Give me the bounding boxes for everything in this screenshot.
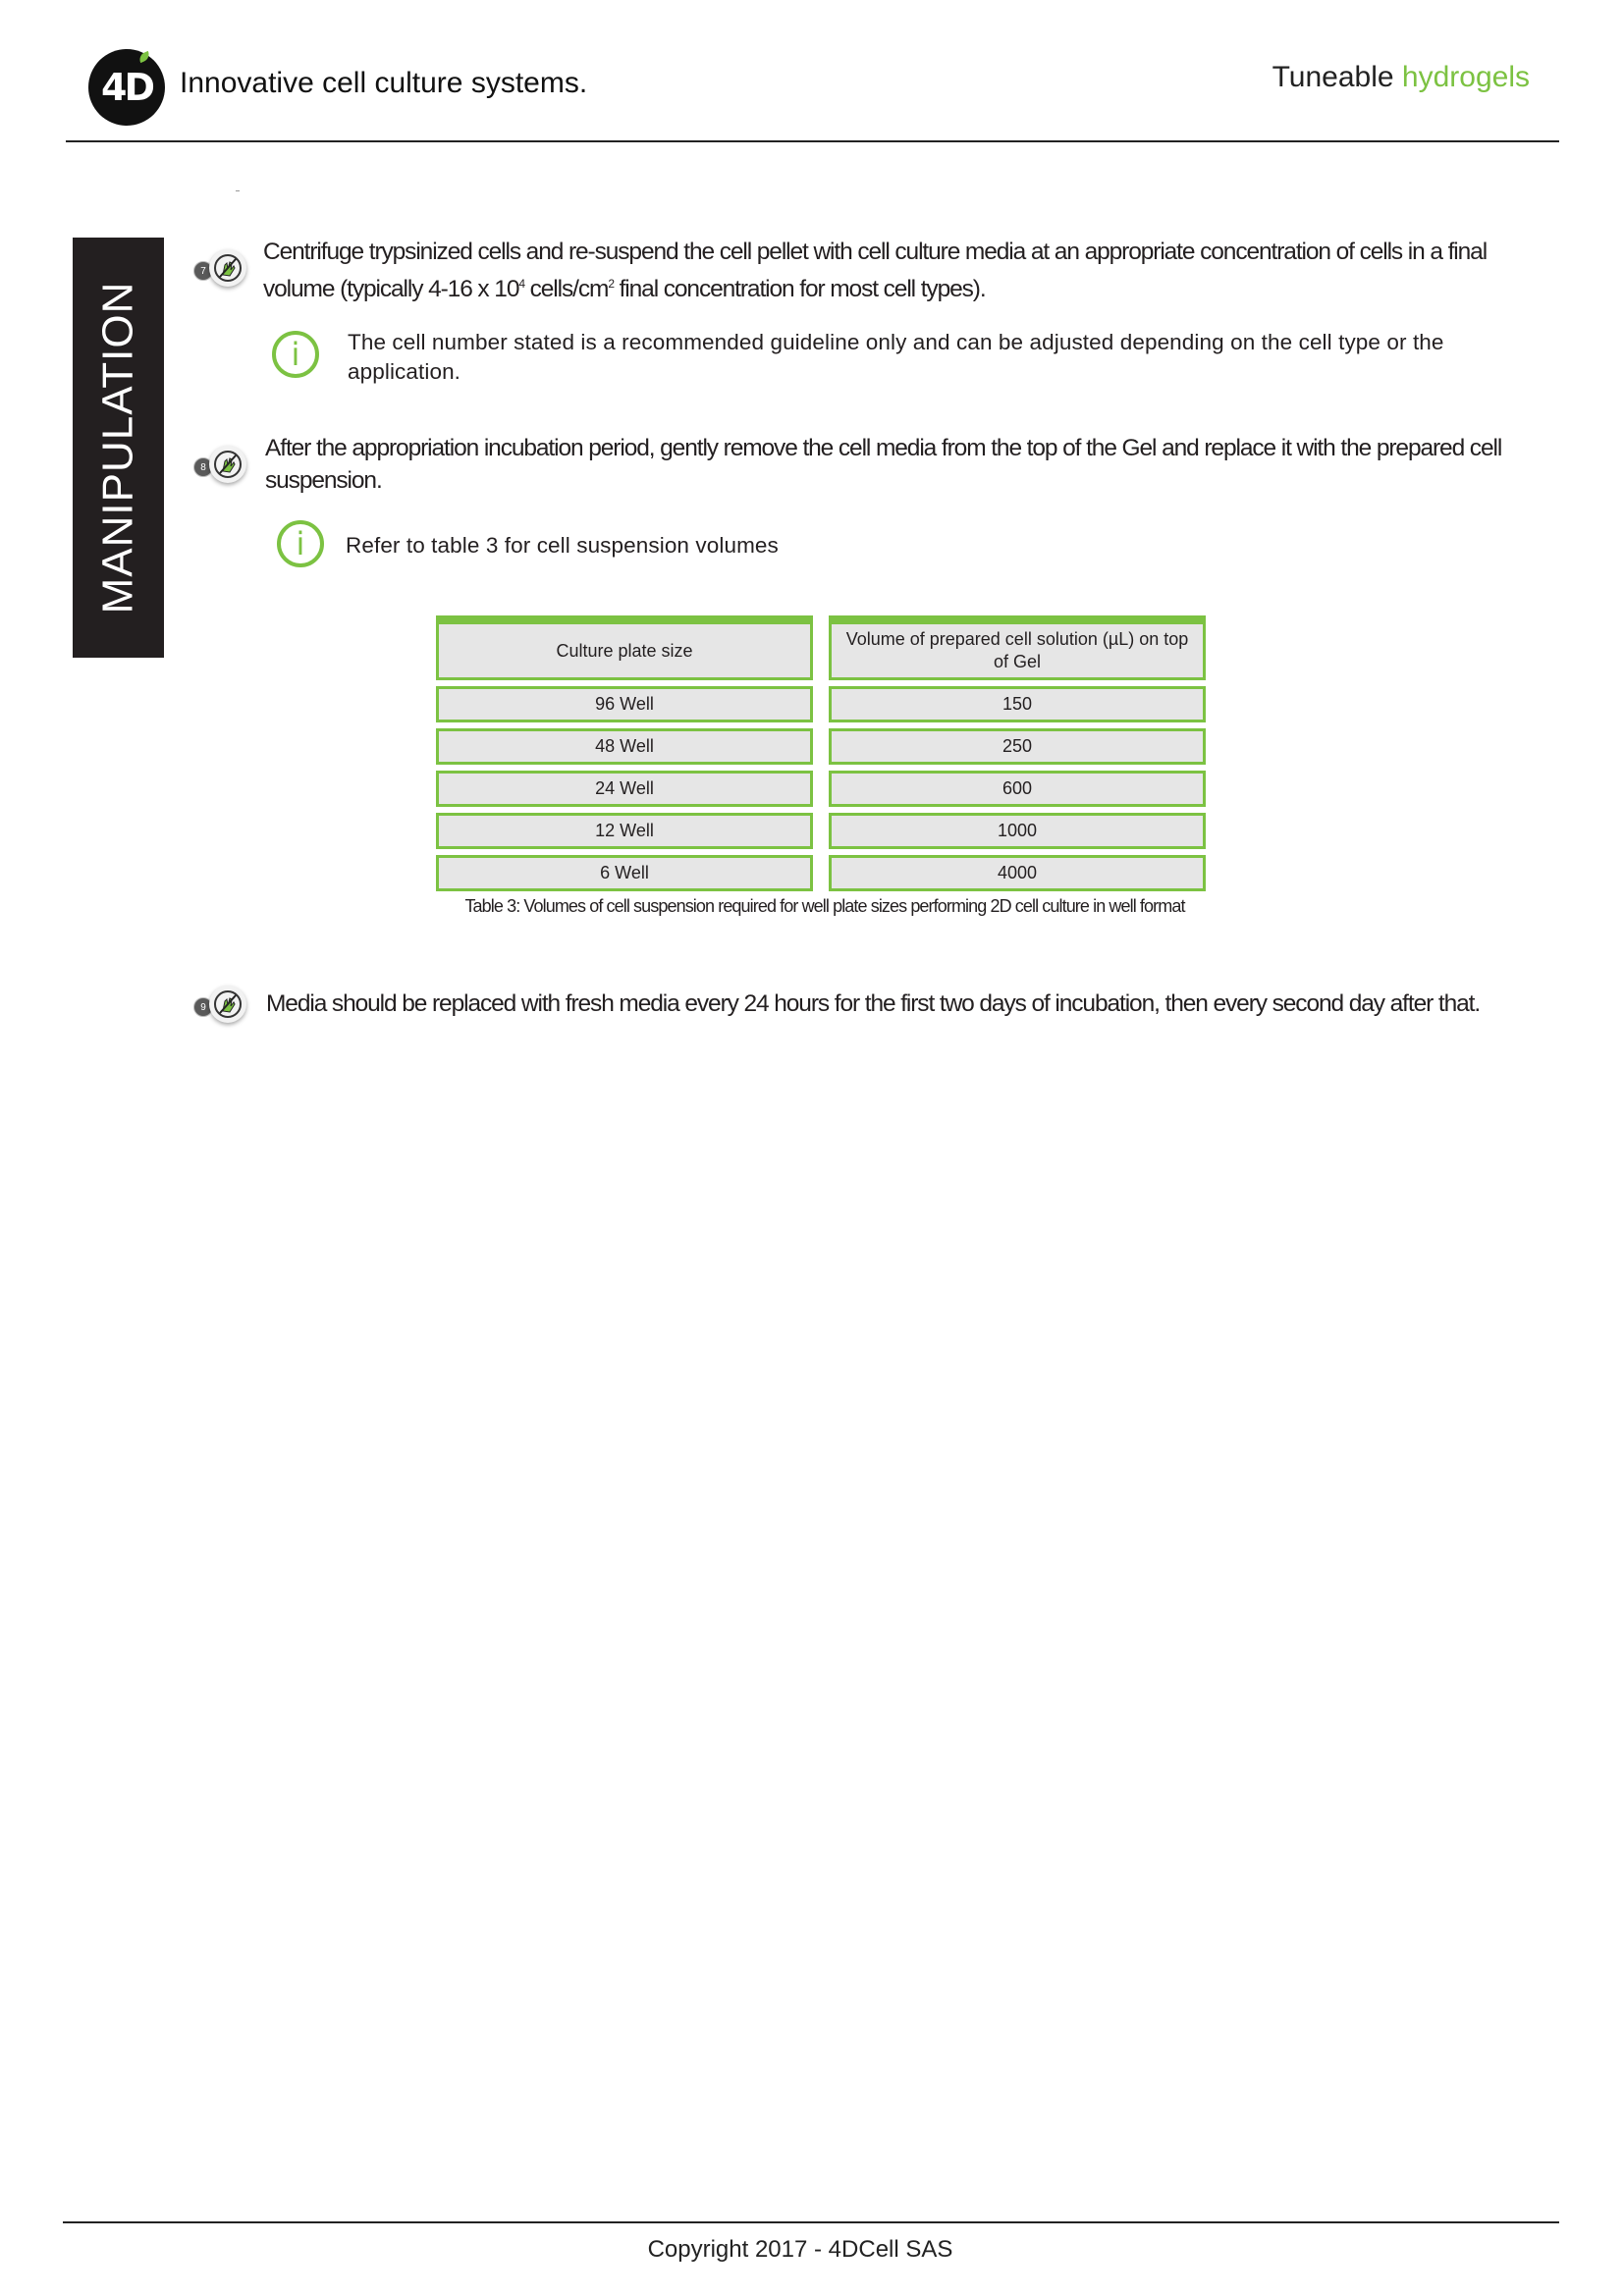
step-number: 7 [193, 261, 213, 281]
company-tagline: Innovative cell culture systems. [180, 67, 588, 99]
table-row [436, 686, 1206, 722]
table-cell: 150 [829, 686, 1206, 722]
info-icon: i [277, 520, 324, 567]
section-side-tab-label: MANIPULATION [93, 281, 142, 614]
step-7-badge [193, 245, 252, 293]
table-cell: 250 [829, 728, 1206, 765]
section-side-tab [73, 238, 164, 658]
table-cell: 600 [829, 771, 1206, 807]
table-header-row [436, 615, 1206, 680]
gloved-hand-icon [209, 986, 246, 1023]
gloved-hand-icon [209, 249, 246, 287]
header-divider [66, 140, 1559, 142]
step-number: 9 [193, 997, 213, 1017]
table-header-cell: Volume of prepared cell solution (µL) on top of Gel [829, 615, 1206, 680]
company-logo [88, 49, 165, 126]
table-row [436, 728, 1206, 765]
info-icon: i [272, 331, 319, 378]
table-caption: Table 3: Volumes of cell suspension required for well plate sizes performing 2D cell culture in well format [464, 896, 1185, 916]
table-cell: 96 Well [436, 686, 813, 722]
table-cell: 24 Well [436, 771, 813, 807]
footer-divider [63, 2221, 1559, 2223]
step-9-badge [193, 982, 252, 1029]
table-header-cell: Culture plate size [436, 615, 813, 680]
table-row [436, 813, 1206, 849]
step-8-text: After the appropriation incubation period, gently remove the cell media from the top of the Gel and replace it with the prepared cell suspension. [265, 435, 1502, 494]
step-7-text: Centrifuge trypsinized cells and re-suspend the cell pellet with cell culture media at an appropriate concentration of cells in a final volume (typically 4-16 x $10^4$ cells/$cm^2$ final concentration for most cell types). [263, 239, 1488, 303]
cell-volume-table [436, 615, 1206, 897]
copyright-notice: Copyright 2017 - 4DCell SAS [647, 2236, 953, 2263]
table-cell: 48 Well [436, 728, 813, 765]
product-title [1272, 61, 1530, 94]
table-row [436, 855, 1206, 891]
step-number: 8 [193, 457, 213, 477]
stray-mark [236, 190, 240, 191]
table-cell: 1000 [829, 813, 1206, 849]
step-8-note: Refer to table 3 for cell suspension volumes [346, 533, 779, 558]
table-cell: 12 Well [436, 813, 813, 849]
table-cell: 6 Well [436, 855, 813, 891]
step-8-badge [193, 442, 252, 489]
step-9-text: Media should be replaced with fresh media every 24 hours for the first two days of incubation, then every second day after that. [266, 990, 1481, 1017]
table-cell: 4000 [829, 855, 1206, 891]
product-title-word2: hydrogels [1401, 61, 1530, 93]
product-title-word1: Tuneable [1272, 61, 1394, 93]
step-7-note: The cell number stated is a recommended guideline only and can be adjusted depending on the cell type or the application. [348, 330, 1444, 384]
logo-text: 4D [101, 66, 152, 109]
table-row [436, 771, 1206, 807]
gloved-hand-icon [209, 446, 246, 483]
